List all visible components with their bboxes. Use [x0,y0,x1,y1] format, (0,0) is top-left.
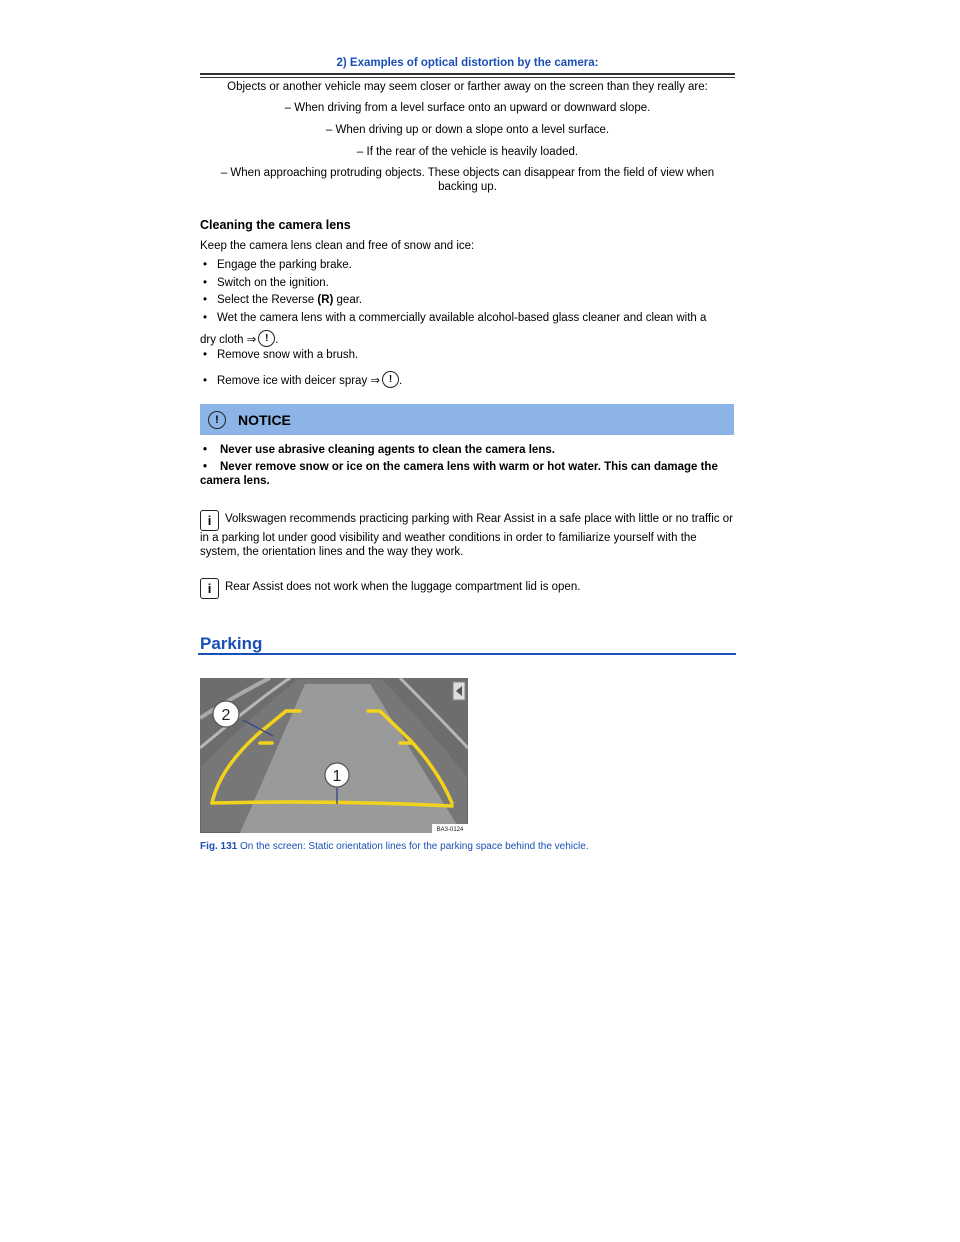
footnote-item: – When driving up or down a slope onto a level surface. [325,124,610,136]
notice-item-text: Never remove snow or ice on the camera lens with warm or hot water. This can damage the camera lens. [200,461,718,487]
list-item [203,259,352,271]
list-item-text: Engage the parking brake. [217,259,352,271]
list-item-continuation [200,330,279,347]
period: . [399,375,403,387]
footnote-title: 2) Examples of optical distortion by the camera: [336,57,599,69]
bullet: • [203,277,208,289]
list-item [203,277,329,289]
notice-banner [200,404,734,435]
list-item-text: gear. [333,294,363,306]
divider [200,73,735,75]
bullet: • [203,294,208,306]
paragraph: Keep the camera lens clean and free of snow and ice: [200,240,475,252]
footnote-item: – When driving from a level surface onto an upward or downward slope. [284,102,651,114]
bullet: • [203,312,208,324]
notice-item [200,443,735,457]
bullet: • [203,444,208,456]
warning-icon: ! [208,411,226,429]
notice-item-text: Never use abrasive cleaning agents to clean the camera lens. [220,444,555,456]
figure-caption [200,841,589,852]
period: . [275,334,279,346]
info-icon: i [200,510,219,531]
caption-text: On the screen: Static orientation lines for the parking space behind the vehicle. [237,841,589,852]
divider [200,77,735,78]
list-item-text: Switch on the ignition. [217,277,329,289]
list-item [203,312,706,324]
tip-text: Volkswagen recommends practicing parking with Rear Assist in a safe place with little or no traffic or in a parking lot under good visibility and weather conditions in order to familiarize yourself with the system, the orientation lines and the way they work. [200,513,733,558]
list-item [203,349,358,361]
list-item-text: Remove ice with deicer spray ⇒ [217,375,381,387]
callout-1: 1 [332,768,342,785]
gear-label: (R) [317,294,334,306]
warning-icon[interactable]: ! [258,330,275,347]
callout-2: 2 [221,707,231,724]
bullet: • [203,461,208,473]
footnote-item: – When approaching protruding objects. These objects can disappear from the field of view when [220,167,715,179]
info-icon: i [200,578,219,599]
camera-screen-illustration [200,678,468,833]
rear-camera-figure [200,678,468,833]
notice-item [200,460,735,488]
footnote-item: – If the rear of the vehicle is heavily loaded. [356,146,579,158]
list-item [203,371,402,388]
section-title: Parking [200,634,263,653]
list-item-text: dry cloth ⇒ [200,334,257,346]
footnote-item: backing up. [438,181,497,193]
list-item-text: Wet the camera lens with a commercially available alcohol-based glass cleaner and clean with a [217,312,707,324]
warning-icon[interactable]: ! [382,371,399,388]
bullet: • [203,375,208,387]
tip-text: Rear Assist does not work when the luggage compartment lid is open. [225,581,581,593]
bullet: • [203,259,208,271]
tip-note [200,578,735,599]
notice-label: NOTICE [238,412,291,428]
section-divider [198,653,736,655]
list-item-text: Select the Reverse [217,294,318,306]
list-item [203,294,362,306]
tip-note [200,510,735,559]
section-heading: Cleaning the camera lens [200,218,351,232]
caption-label: Fig. 131 [200,841,238,852]
list-item-text: Remove snow with a brush. [217,349,359,361]
bullet: • [203,349,208,361]
figure-code: BA3-0124 [436,827,464,833]
footnote-intro: Objects or another vehicle may seem closer or farther away on the screen than they really are: [227,81,708,93]
